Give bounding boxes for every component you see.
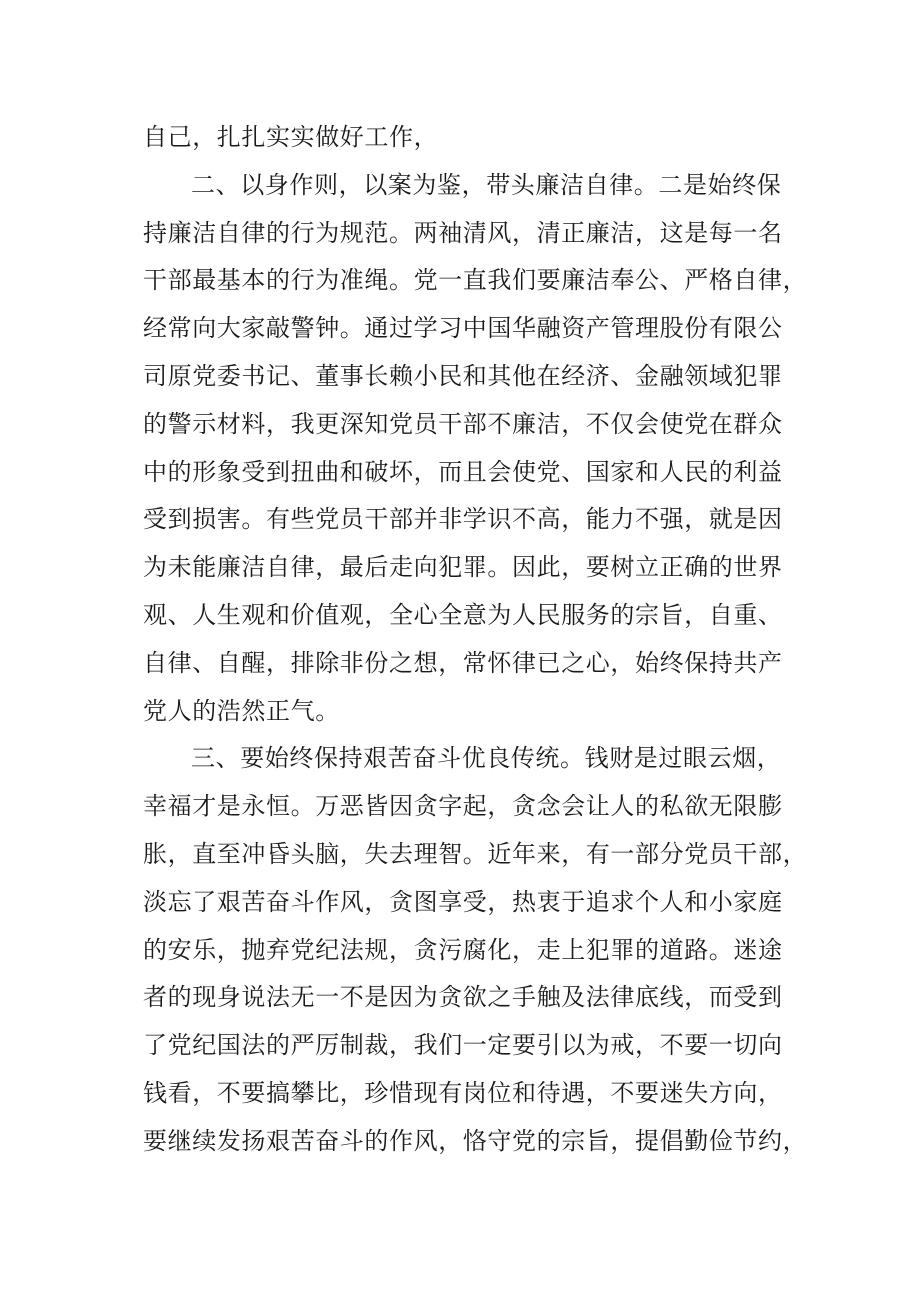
text-line-3: 持廉洁自律的行为规范。两袖清风，清正廉洁，这是每一名 <box>143 218 783 247</box>
text-line-9: 受到损害。有些党员干部并非学识不高，能力不强，就是因 <box>143 505 783 534</box>
text-line-5: 经常向大家敲警钟。通过学习中国华融资产管理股份有限公 <box>143 314 783 343</box>
text-line-10: 为未能廉洁自律，最后走向犯罪。因此，要树立正确的世界 <box>143 553 783 582</box>
text-line-16: 胀，直至冲昏头脑，失去理智。近年来，有一部分党员干部， <box>143 839 808 868</box>
text-line-17: 淡忘了艰苦奋斗作风，贪图享受，热衷于追求个人和小家庭 <box>143 887 783 916</box>
text-line-4: 干部最基本的行为准绳。党一直我们要廉洁奉公、严格自律， <box>143 266 808 295</box>
text-line-21: 钱看，不要搞攀比，珍惜现有岗位和待遇，不要迷失方向， <box>143 1078 783 1107</box>
text-line-19: 者的现身说法无一不是因为贪欲之手触及法律底线，而受到 <box>143 983 783 1012</box>
text-line-20: 了党纪国法的严厉制裁，我们一定要引以为戒，不要一切向 <box>143 1031 783 1060</box>
text-line-15: 幸福才是永恒。万恶皆因贪字起，贪念会让人的私欲无限膨 <box>143 792 783 821</box>
document-body <box>143 114 808 1166</box>
text-line-18: 的安乐，抛弃党纪法规，贪污腐化，走上犯罪的道路。迷途 <box>143 935 783 964</box>
text-line-22: 要继续发扬艰苦奋斗的作风，恪守党的宗旨，提倡勤俭节约， <box>143 1126 808 1155</box>
text-line-7: 的警示材料，我更深知党员干部不廉洁，不仅会使党在群众 <box>143 409 783 438</box>
text-line-13: 党人的浩然正气。 <box>143 696 340 725</box>
text-line-6: 司原党委书记、董事长赖小民和其他在经济、金融领域犯罪 <box>143 361 783 390</box>
text-line-1: 自己，扎扎实实做好工作， <box>143 123 439 151</box>
text-line-8: 中的形象受到扭曲和破坏，而且会使党、国家和人民的利益 <box>143 457 783 486</box>
text-line-11: 观、人生观和价值观，全心全意为人民服务的宗旨，自重、 <box>143 600 783 629</box>
paragraph-3-start: 三、要始终保持艰苦奋斗优良传统。钱财是过眼云烟， <box>191 744 782 773</box>
text-line-12: 自律、自醒，排除非份之想，常怀律已之心，始终保持共产 <box>143 648 783 677</box>
paragraph-2-start: 二、以身作则，以案为鉴，带头廉洁自律。二是始终保 <box>191 170 782 199</box>
